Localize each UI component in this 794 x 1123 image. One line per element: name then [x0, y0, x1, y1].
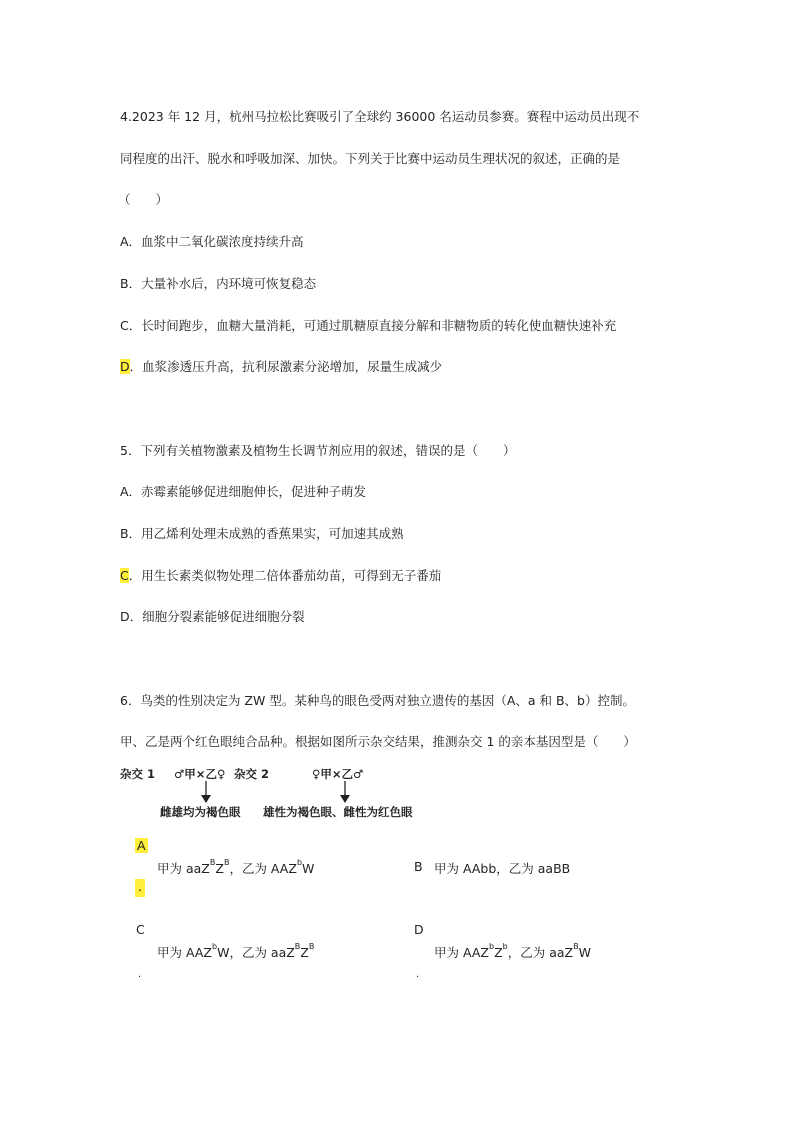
cross1-label: 杂交 1 — [120, 767, 156, 781]
q4-option-a: A．血浆中二氧化碳浓度持续升高 — [120, 234, 304, 249]
cross1-parents: ♂甲×乙♀ — [174, 767, 226, 781]
q6-option-c-dot: . — [138, 969, 142, 980]
q6-option-d-letter: D — [414, 922, 424, 937]
q5-option-c-text: ．用生长素类似物处理二倍体番茄幼苗，可得到无子番茄 — [128, 568, 442, 583]
q6-stem-line2: 甲、乙是两个红色眼纯合品种。根据如图所示杂交结果，推测杂交 1 的亲本基因型是（ ） — [120, 734, 636, 749]
q6-option-b-letter: B — [414, 859, 423, 874]
q4-option-d-letter-highlight: D — [120, 359, 130, 374]
q4-stem-line2: 同程度的出汗、脱水和呼吸加深、加快。下列关于比赛中运动员生理状况的叙述，正确的是 — [120, 151, 621, 166]
q6-option-c-text: 甲为 AAZ$^b$W，乙为 $aaZ^BZ^B$ — [157, 942, 315, 960]
cross2-result: 雄性为褐色眼、雌性为红色眼 — [263, 805, 413, 819]
q6-stem-line1: 6．鸟类的性别决定为 ZW 型。某种鸟的眼色受两对独立遗传的基因（A、a 和 B、b）控制。 — [120, 693, 635, 708]
q4-stem-line1: 4.2023 年 12 月，杭州马拉松比赛吸引了全球约 36000 名运动员参赛。赛程中运动员出现不 — [120, 109, 640, 124]
q6-option-c-letter: C — [136, 922, 145, 937]
cross1-result: 雌雄均为褐色眼 — [160, 805, 241, 819]
q4-answer-bracket: （ ） — [118, 192, 169, 207]
q5-stem: 5．下列有关植物激素及植物生长调节剂应用的叙述，错误的是（ ） — [120, 443, 516, 458]
q5-option-d: D．细胞分裂素能够促进细胞分裂 — [120, 609, 305, 624]
q5-option-c-letter-highlight: C — [120, 568, 129, 583]
q6-option-a-text: 甲为 $aaZ^BZ^B$，乙为 AAZ$^b$W — [157, 858, 315, 876]
q6-option-d-dot: . — [416, 969, 420, 980]
cross2-label: 杂交 2 — [234, 767, 270, 781]
q6-option-a-letter-highlight: A — [137, 838, 146, 853]
cross1-arrow-head — [201, 795, 211, 803]
q5-option-b: B．用乙烯利处理未成熟的香蕉果实，可加速其成熟 — [120, 526, 404, 541]
q4-option-d — [120, 358, 442, 376]
q5-option-a: A．赤霉素能够促进细胞伸长，促进种子萌发 — [120, 484, 367, 499]
cross2-parents: ♀甲×乙♂ — [312, 767, 364, 781]
q6-option-a-dot-highlight: . — [135, 879, 145, 897]
cross2-arrow-head — [340, 795, 350, 803]
q5-option-c — [120, 567, 441, 585]
q4-option-d-text: ．血浆渗透压升高，抗利尿激素分泌增加，尿量生成减少 — [129, 359, 443, 374]
cross-diagram — [120, 764, 440, 824]
q6-option-b-text: 甲为 AAbb，乙为 aaBB — [434, 861, 571, 876]
q4-option-b: B．大量补水后，内环境可恢复稳态 — [120, 276, 317, 291]
q4-option-c: C．长时间跑步，血糖大量消耗，可通过肌糖原直接分解和非糖物质的转化使血糖快速补充 — [120, 318, 617, 333]
q6-option-d-text: 甲为 $AAZ^bZ^b$，乙为 aaZ$^B$W — [434, 942, 591, 960]
